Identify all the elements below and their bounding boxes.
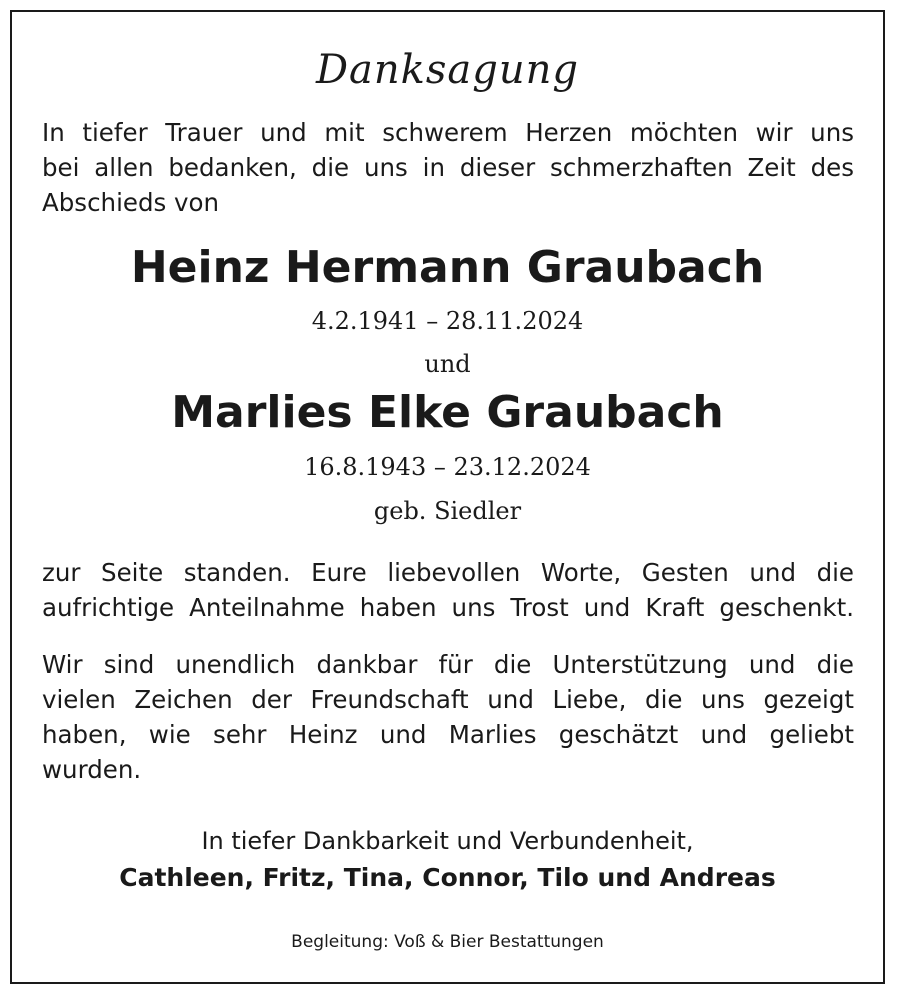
person2-birth-name: geb. Siedler xyxy=(373,497,522,525)
paragraph-line: Wir sind unendlich dankbar für die Unterstützung und die xyxy=(42,650,854,679)
person2-name: Marlies Elke Graubach xyxy=(171,387,724,438)
person2-dates: 16.8.1943 – 23.12.2024 xyxy=(304,453,591,481)
intro-line: bei allen bedanken, die uns in dieser schmerzhaften Zeit des xyxy=(42,153,854,182)
paragraph-line: vielen Zeichen der Freundschaft und Liebe, die uns gezeigt xyxy=(42,685,854,714)
gratitude-paragraph xyxy=(42,647,854,787)
thanks-paragraph xyxy=(42,555,854,625)
funeral-home-credit: Begleitung: Voß & Bier Bestattungen xyxy=(291,932,604,952)
paragraph-line: wurden. xyxy=(42,755,142,784)
paragraph-line: zur Seite standen. Eure liebevollen Worte, Gesten und die xyxy=(42,558,854,587)
closing-line: In tiefer Dankbarkeit und Verbundenheit, xyxy=(201,827,694,855)
intro-paragraph xyxy=(42,115,854,220)
intro-line: In tiefer Trauer und mit schwerem Herzen möchten wir uns xyxy=(42,118,854,147)
person1-dates: 4.2.1941 – 28.11.2024 xyxy=(311,307,584,335)
paragraph-line: aufrichtige Anteilnahme haben uns Trost und Kraft geschenkt. xyxy=(42,593,854,622)
connector-text: und xyxy=(424,350,471,378)
family-signature: Cathleen, Fritz, Tina, Connor, Tilo und Andreas xyxy=(119,863,776,892)
notice-title: Danksagung xyxy=(315,47,580,93)
person1-name: Heinz Hermann Graubach xyxy=(130,242,765,293)
intro-line: Abschieds von xyxy=(42,188,220,217)
paragraph-line: haben, wie sehr Heinz und Marlies geschätzt und geliebt xyxy=(42,720,854,749)
obituary-notice xyxy=(10,10,885,984)
